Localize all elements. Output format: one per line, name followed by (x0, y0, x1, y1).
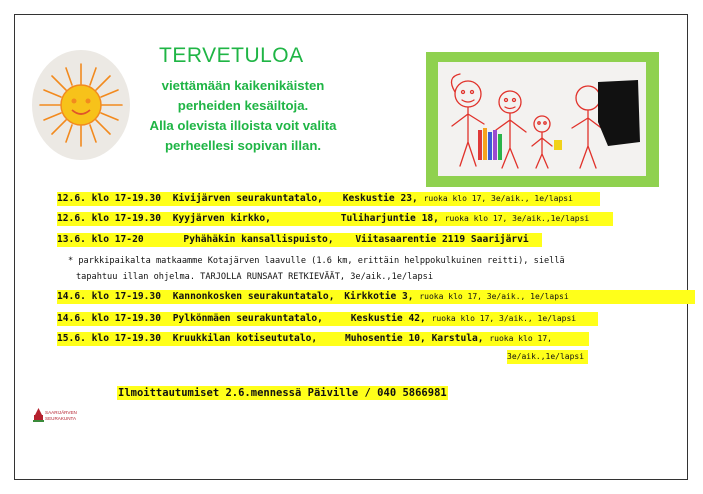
event-address: Tuliharjuntie 18, (340, 213, 439, 224)
logo-line: SAARIJÄRVEN (45, 410, 77, 415)
registration-info: Ilmoittautumiset 2.6.mennessä Päiville / 040 5866981 (118, 387, 447, 399)
event-address: Kirkkotie 3, (344, 291, 414, 302)
event-row (57, 233, 542, 247)
event-info: ruoka klo 17, 3e/aik., 1e/lapsi (419, 292, 569, 301)
event-address: Viitasaarentie 2119 Saarijärvi (355, 234, 529, 245)
event-info: ruoka klo 17, 3e/aik.,1e/lapsi (444, 214, 590, 223)
event-row (57, 312, 598, 326)
sun-drawing (32, 50, 130, 160)
logo-line: SEURAKUNTA (45, 415, 77, 421)
event-address: Keskustie 42, (350, 313, 426, 324)
intro-text (128, 76, 358, 156)
event-place: Pylkönmäen seurakuntatalo, (172, 313, 323, 324)
event-place: Kivijärven seurakuntatalo, (172, 193, 323, 204)
intro-line: perheiden kesäiltoja. (177, 98, 309, 113)
event-info-continued: 3e/aik.,1e/lapsi (507, 350, 588, 364)
event-place: Kannonkosken seurakuntatalo, (172, 291, 335, 302)
event-address: Keskustie 23, (342, 193, 418, 204)
intro-line: perheellesi sopivan illan. (164, 138, 322, 153)
intro-line: Alla olevista illoista voit valita (149, 118, 337, 133)
event-row (57, 290, 695, 304)
parking-note-line: * parkkipaikalta matkaamme Kotajärven laavulle (1.6 km, erittäin helppokulkuinen reitti), siellä (68, 256, 565, 266)
event-row (57, 212, 613, 226)
event-place: Pyhähäkin kansallispuisto, (183, 234, 334, 245)
event-place: Kruukkilan kotiseututalo, (172, 333, 318, 344)
intro-line: viettämään kaikenikäisten (161, 78, 325, 93)
event-time: 15.6. klo 17-19.30 (57, 333, 161, 344)
event-time: 14.6. klo 17-19.30 (57, 313, 161, 324)
parish-logo (33, 408, 77, 426)
event-place: Kyyjärven kirkko, (172, 213, 271, 224)
parking-note-line: tapahtuu illan ohjelma. TARJOLLA RUNSAAT RETKIEVÄÄT, 3e/aik.,1e/lapsi (76, 272, 433, 282)
event-time: 14.6. klo 17-19.30 (57, 291, 161, 302)
church-icon (33, 408, 44, 424)
event-info: ruoka klo 17, 3/aik., 1e/lapsi (431, 314, 577, 323)
event-time: 12.6. klo 17-19.30 (57, 213, 161, 224)
page-title: TERVETULOA (159, 44, 304, 67)
event-info: ruoka klo 17, (489, 334, 552, 343)
family-drawing (426, 52, 659, 187)
event-time: 13.6. klo 17-20 (57, 234, 144, 245)
event-row (57, 192, 600, 206)
event-time: 12.6. klo 17-19.30 (57, 193, 161, 204)
event-address: Muhosentie 10, Karstula, (344, 333, 484, 344)
event-row (57, 332, 589, 346)
event-info: ruoka klo 17, 3e/aik., 1e/lapsi (423, 194, 573, 203)
